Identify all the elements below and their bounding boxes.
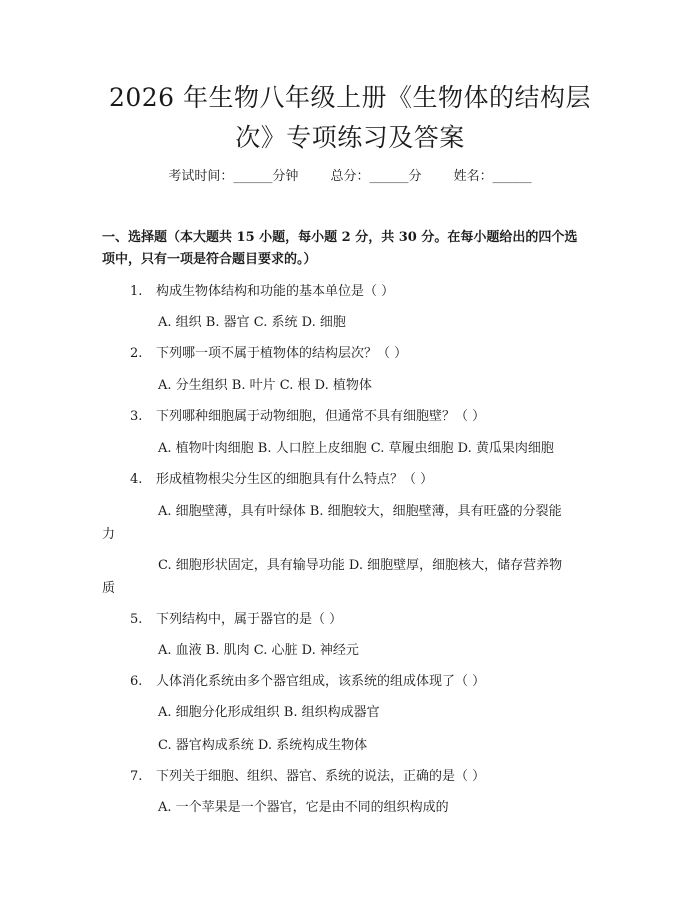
title-line-2: 次》专项练习及答案: [235, 123, 465, 152]
question-text: 下列哪一项不属于植物体的结构层次？（ ）: [156, 346, 408, 361]
question-5-options: A. 血液 B. 肌肉 C. 心脏 D. 神经元: [158, 643, 359, 658]
question-4-options-cd: C. 细胞形状固定，具有输导功能 D. 细胞壁厚，细胞核大，储存营养物: [158, 558, 563, 573]
question-text: 构成生物体结构和功能的基本单位是（ ）: [156, 284, 395, 299]
section-heading-line-1: 一、选择题（本大题共 15 小题，每小题 2 分，共 30 分。在每小题给出的四个选: [102, 230, 578, 245]
question-2-options: A. 分生组织 B. 叶片 C. 根 D. 植物体: [158, 378, 372, 393]
exam-score: 总分：______分: [330, 169, 422, 184]
question-2: [130, 345, 407, 363]
question-number: 1.: [130, 284, 143, 299]
question-7: [130, 768, 485, 786]
question-text: 形成植物根尖分生区的细胞具有什么特点？（ ）: [156, 472, 434, 487]
section-heading-line-2: 项中，只有一项是符合题目要求的。）: [102, 252, 317, 267]
question-number: 3.: [130, 409, 143, 424]
question-text: 下列关于细胞、组织、器官、系统的说法，正确的是（ ）: [156, 769, 486, 784]
question-6-options-ab: A. 细胞分化形成组织 B. 组织构成器官: [158, 705, 380, 720]
question-4-options-cd-wrap: 质: [102, 581, 116, 596]
question-text: 下列结构中，属于器官的是（ ）: [156, 612, 343, 627]
question-3: [130, 408, 485, 426]
question-1-options: A. 组织 B. 器官 C. 系统 D. 细胞: [158, 315, 346, 330]
question-number: 5.: [130, 612, 143, 627]
question-6: [130, 673, 485, 691]
question-1: [130, 283, 394, 301]
question-number: 4.: [130, 472, 143, 487]
question-5: [130, 611, 342, 629]
question-7-option-a: A. 一个苹果是一个器官，它是由不同的组织构成的: [158, 800, 449, 815]
question-4-options-ab: A. 细胞壁薄，具有叶绿体 B. 细胞较大，细胞壁薄，具有旺盛的分裂能: [158, 504, 562, 519]
question-3-options: A. 植物叶肉细胞 B. 人口腔上皮细胞 C. 草履虫细胞 D. 黄瓜果肉细胞: [158, 441, 554, 456]
question-4-options-ab-wrap: 力: [102, 527, 116, 542]
question-number: 7.: [130, 769, 143, 784]
exam-name: 姓名：______: [453, 169, 532, 184]
question-number: 2.: [130, 346, 143, 361]
question-6-options-cd: C. 器官构成系统 D. 系统构成生物体: [158, 738, 368, 753]
question-text: 下列哪种细胞属于动物细胞，但通常不具有细胞壁？（ ）: [156, 409, 486, 424]
question-number: 6.: [130, 674, 143, 689]
title-line-1: 2026 年生物八年级上册《生物体的结构层: [108, 83, 592, 112]
page-title: [80, 78, 620, 158]
question-4: [130, 471, 433, 489]
section-heading: [102, 227, 602, 271]
exam-time: 考试时间：______分钟: [168, 169, 299, 184]
question-text: 人体消化系统由多个器官组成，该系统的组成体现了（ ）: [156, 674, 486, 689]
exam-info: [0, 168, 700, 186]
